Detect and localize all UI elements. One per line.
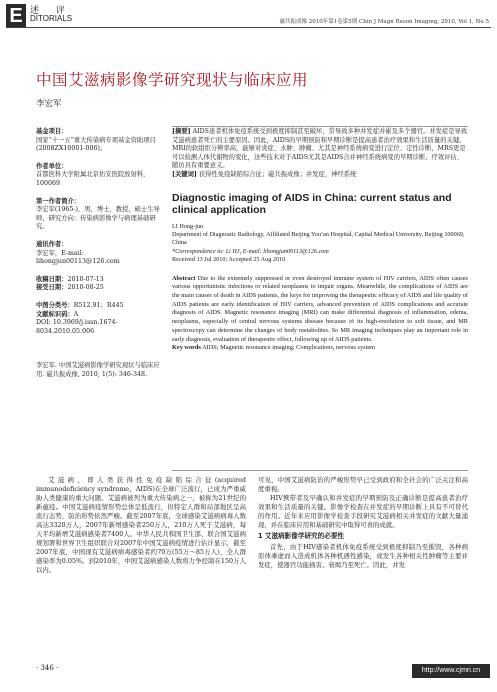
dates-block [36, 276, 164, 293]
doc-code-value: A [73, 310, 79, 318]
english-affiliation: Department of Diagnostic Radiology, Affiliated Beijing You’an Hospital, Capital Medical University, Beijing 100069, China [172, 230, 465, 247]
column-title-en: DITORIALS [30, 14, 73, 23]
affiliation-label: 作者单位： [36, 162, 68, 170]
doc-code-label: 文献标识码： [36, 310, 74, 318]
body-left-column [36, 476, 246, 575]
abstract-bottom-divider [172, 470, 468, 471]
english-abstract-label: Abstract [172, 274, 196, 282]
english-keywords [172, 344, 468, 353]
article-author: 李宏军 [36, 99, 62, 109]
abstract-column [172, 128, 468, 353]
funding-label: 基金项目： [36, 128, 68, 135]
section-heading: 1 艾滋病影像学研究的必要性 [258, 532, 345, 540]
abstract-zh [172, 128, 468, 171]
english-keywords-text: AIDS; Magnetic resonance imaging; Complications, nervous system [202, 344, 376, 352]
correspondence-label: 通讯作者： [36, 240, 68, 248]
correspondence-text: 李宏军，E-mail: lihongjun00113@126.com [36, 249, 120, 266]
journal-header: 磁共振成像 2010年第1卷第5期 Chin J Magn Reson Imaging, 2010, Vol 1, No 5 [279, 19, 489, 25]
received-date: 2010-07-13 [67, 275, 104, 283]
body-right-column [258, 476, 468, 570]
doi-text: DOI: 10.3969/j.issn.1674-8034.2010.05.006 [36, 319, 118, 335]
author-bio-block [36, 198, 164, 232]
citation-text: 李宏军. 中国艾滋病影像学研究现状与临床应用. 磁共振成像, 2010, 1(5): 346-348. [36, 362, 160, 378]
classification-block [36, 302, 164, 336]
body-right-paragraph-2: HIV携带者及早确认和并发症的早期预防及正确诊断是提高患者治疗效果和生活质量的关键。影像学检查在并发症的早期诊断上具有不可替代的作用。近年来应用影像学检查手段研究艾滋病相关并发症的文献大量涌现，并在临床应用和基础研究中取得可喜的成就。 [258, 494, 468, 529]
funding-text: 国家“十一五”重大传染病专项基金资助项目(2008ZX10001-006)。 [36, 136, 156, 153]
class-value: R512.91；R445 [73, 301, 124, 309]
english-keywords-label: Key words [172, 344, 201, 352]
accepted-label: 接受日期： [36, 284, 68, 292]
citation-block [36, 362, 164, 379]
page-number: · 346 · [36, 664, 59, 672]
english-author: LI Hong-jun [172, 222, 204, 230]
body-right-paragraph-3: 首先，由于HIV感染者机体免疫系统受到极度抑制乃至摧毁，各种病原体乘虚而入造成机体各种机遇性感染，或发生各种相关性肿瘤等主要并发症，使器官功能损害、衰竭乃至死亡。因此，并发 [258, 543, 468, 569]
english-abstract-text: Due to the extremely suppressed or even destroyed immune system of HIV carriers, AIDS often causes various opportunistic infections or related neoplasms to impair organs. Meanwhile, the complications of AIDS are the main causes of death in AIDS patients, the keys for improving the therapeutic efficacy of AIDS and life quality of AIDS patients are early identification of HIV carriers, advanced prevention of AIDS complications and accurate diagnosis of AIDS. Magnetic resonance imaging (MRI) can make differential diagnosis of inflammation, edema, neoplasms, especially of central nervous systems disease because of its high-resolution to soft tissue, and MR spectroscopy can determine the changes of body metabolites. So MR imaging techniques play an important role in early diagnosis, evaluation of therapeutic effect, following up of AIDS patients. [172, 274, 468, 343]
body-left-paragraph: 艾滋病，即人类获得性免疫缺陷综合征(acquired immunodeficiency syndrome，AIDS)在全球广泛流行，已成为严重威胁人类健康的重大问题。艾滋病被列为重大传染病之一，被称为21世纪的新瘟疫。中国艾滋病疫情形势总体呈低流行，但特定人群和局部地区呈高流行态势，防治形势依然严峻。截至2007年底，全球感染艾滋病病毒人数高达3320万人，2007年新增感染者250万人，210万人死于艾滋病，每天平均新增艾滋病感染者7400人。中华人民共和国卫生部、联合国艾滋病规划署和世界卫生组织联合对2007年中国艾滋病疫情进行估计显示，截至2007年底，中国现有艾滋病病毒感染者约70万(55万～85万人)，全人群感染率为0.05%。到2010年，中国艾滋病感染人数将力争控制在150万人以内。 [36, 476, 246, 574]
article-info-sidebar [36, 128, 164, 388]
abstract-top-divider [172, 126, 468, 127]
funding-block [36, 128, 164, 154]
affiliation-block [36, 163, 164, 189]
header-divider [6, 27, 491, 28]
author-bio-text: 李宏军(1965-)，男，博士，教授，硕士生导师，研究方向：传染病影像学与病理基础研究。 [36, 206, 160, 231]
english-received: Received 13 Jul 2010; Accepted 25 Aug 2010 [172, 256, 286, 264]
article-title: 中国艾滋病影像学研究现状与临床应用 [36, 71, 309, 89]
english-correspondence: *Correspondence to: Li HJ, E-mail: lihongjun00113@126.com [172, 247, 329, 255]
author-bio-label: 第一作者简介： [36, 197, 81, 205]
keywords-zh-text: 获得性免疫缺陷综合征；磁共振成像；并发症，神经系统 [198, 170, 357, 178]
site-watermark: http://www.cjmri.cn [412, 664, 490, 678]
keywords-zh [172, 171, 468, 180]
accepted-date: 2010-08-25 [67, 284, 104, 292]
body-right-paragraph-1: 可见，中国艾滋病防治的严峻形势早已受到政府和全社会的广泛关注和高度重视。 [258, 476, 468, 493]
journal-logo-letter: E [6, 4, 26, 28]
column-title-zh: 述 评 [30, 6, 72, 16]
class-label: 中图分类号： [36, 301, 74, 309]
received-label: 收稿日期： [36, 275, 68, 283]
english-title: Diagnostic imaging of AIDS in China: current status and clinical application [172, 191, 452, 217]
affiliation-text: 首都医科大学附属北京佑安医院放射科，100069 [36, 171, 150, 187]
abstract-zh-label: [摘要] [172, 128, 191, 135]
keywords-zh-label: [关键词] [172, 170, 197, 178]
correspondence-block [36, 241, 164, 267]
abstract-zh-text: AIDS患者机体免疫系统受到极度抑制甚至破坏，常导致多种并发症并累及多个器官。并发症是导致艾滋病患者死亡的主要原因。因此，AIDS的早期预防和早期诊断是提高患者治疗效果和生活质量的关键。MRI的软组织分辨率高，能够对炎症、水肿、肿瘤、尤其是神经系统病变进行定位、定性诊断，MRS更是可以检测人体代谢物的变化，这些技术对于AIDS尤其是AIDS合并神经系统病变的早期诊断、疗效评估、随访具有重要意义。 [172, 128, 468, 170]
english-abstract [172, 275, 468, 345]
